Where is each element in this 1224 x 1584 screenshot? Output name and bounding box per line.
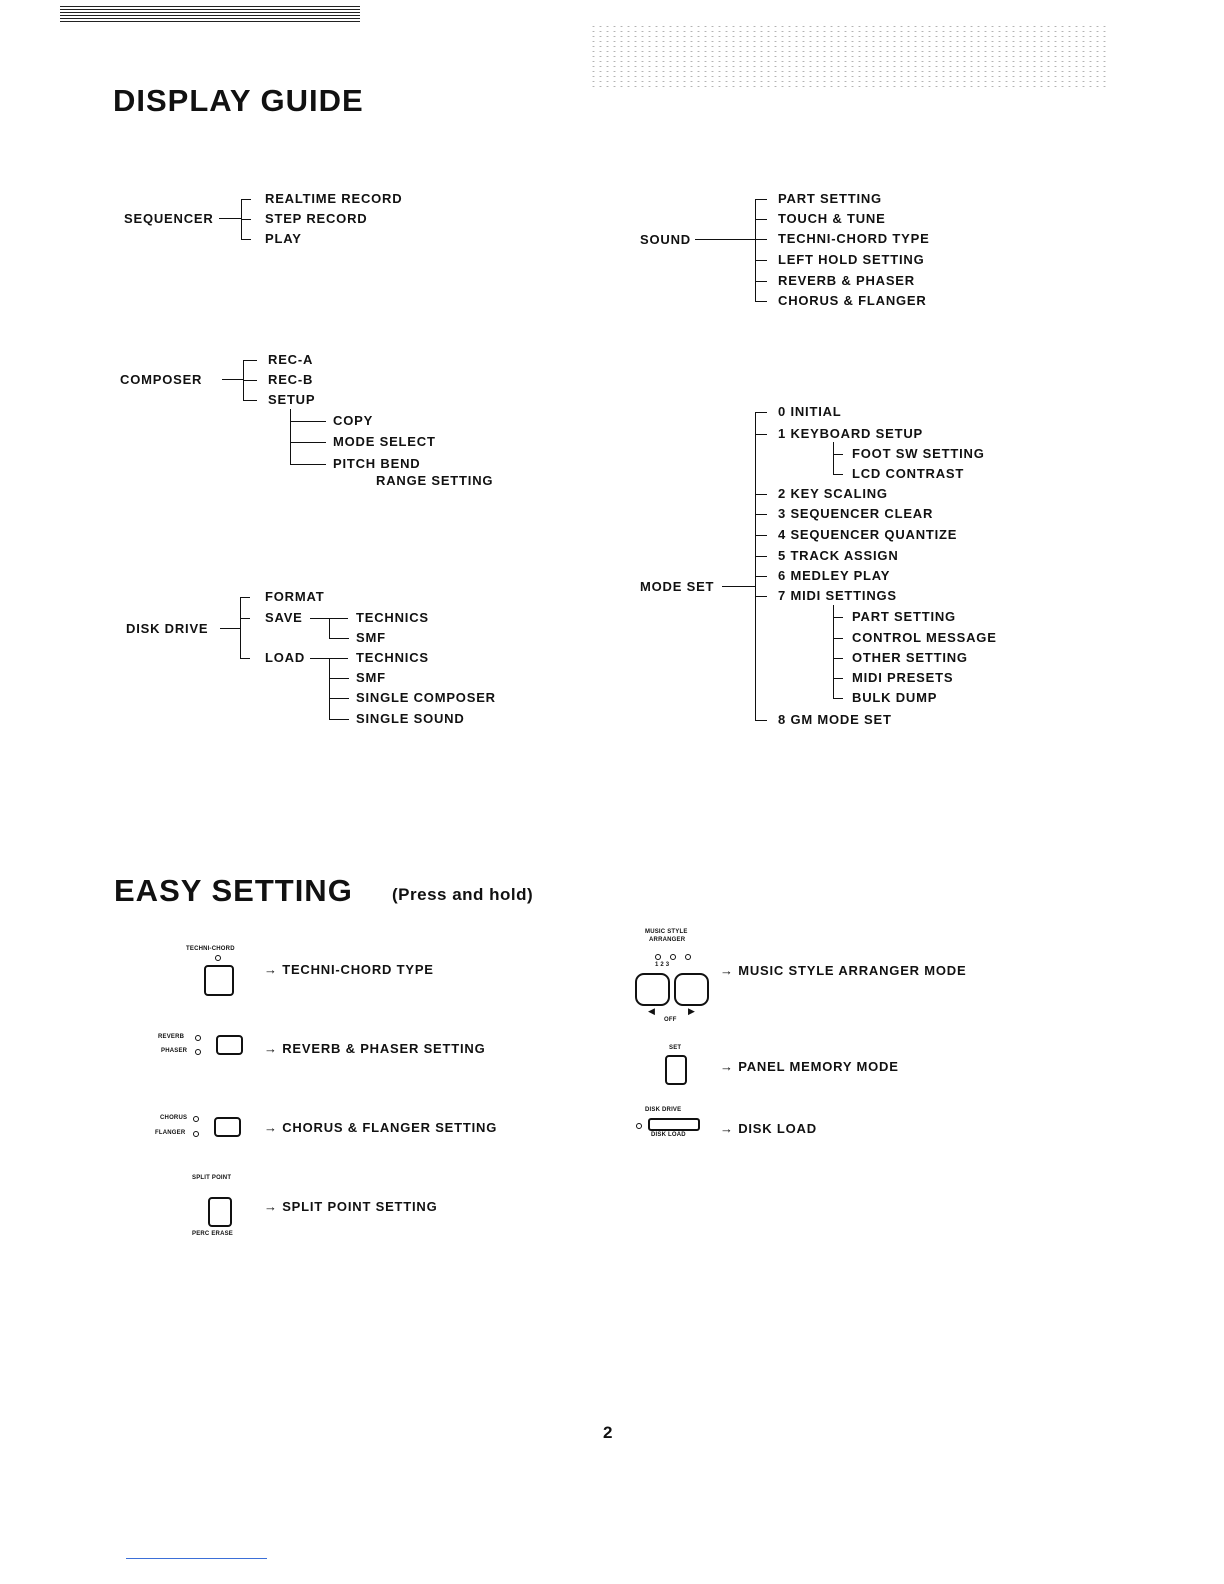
header-banner-lines <box>60 6 360 22</box>
page-number: 2 <box>603 1423 613 1442</box>
perc-erase-label: PERC ERASE <box>192 1231 234 1237</box>
flanger-led <box>193 1131 199 1137</box>
composer-connector <box>222 379 243 380</box>
composer-label: COMPOSER <box>120 372 203 387</box>
load-branch <box>329 698 349 699</box>
arranger-off-label: OFF <box>664 1017 677 1023</box>
midi-branch <box>833 658 843 659</box>
disk-load-result: → DISK LOAD <box>720 1121 817 1136</box>
arranger-led-3 <box>685 954 691 960</box>
midi-item: PART SETTING <box>852 609 956 624</box>
sound-connector <box>695 239 755 240</box>
easy-setting-subtitle: (Press and hold) <box>392 885 534 904</box>
mode-set-connector <box>722 586 756 587</box>
techni-chord-result: → TECHNI-CHORD TYPE <box>264 962 434 977</box>
save-branch <box>329 638 349 639</box>
arranger-led-2 <box>670 954 676 960</box>
easy-setting-title: EASY SETTING <box>114 873 353 908</box>
header-noise <box>590 24 1110 88</box>
chorus-panel-label: CHORUS <box>160 1115 188 1121</box>
techni-chord-led <box>215 955 221 961</box>
keyboard-setup-branch <box>833 454 843 455</box>
arranger-left-button[interactable] <box>635 973 670 1006</box>
setup-trunk <box>290 409 291 464</box>
load-branch <box>329 678 349 679</box>
reverb-phaser-button[interactable] <box>216 1035 243 1055</box>
save-trunk <box>329 618 330 638</box>
techni-chord-panel-label: TECHNI-CHORD <box>186 946 235 952</box>
midi-branch <box>833 678 843 679</box>
sound-label: SOUND <box>640 232 691 247</box>
disk-drive-connector <box>220 628 240 629</box>
keyboard-setup-branch <box>833 474 843 475</box>
mode-set-label: MODE SET <box>640 579 715 594</box>
music-style-panel-label: MUSIC STYLE <box>645 929 688 935</box>
arranger-led-numbers: 1 2 3 <box>655 962 670 968</box>
chorus-led <box>193 1116 199 1122</box>
chorus-flanger-result: → CHORUS & FLANGER SETTING <box>264 1120 498 1135</box>
sequencer-label: SEQUENCER <box>124 211 214 226</box>
disk-drive-label: DISK DRIVE <box>126 621 209 636</box>
split-point-result: → SPLIT POINT SETTING <box>264 1199 438 1214</box>
save-item: TECHNICS <box>356 610 429 625</box>
midi-branch <box>833 638 843 639</box>
keyboard-setup-item: LCD CONTRAST <box>852 466 965 481</box>
flanger-panel-label: FLANGER <box>155 1130 186 1136</box>
phaser-panel-label: PHASER <box>161 1048 188 1054</box>
display-guide-title: DISPLAY GUIDE <box>113 83 364 118</box>
arranger-panel-label: ARRANGER <box>649 937 686 943</box>
techni-chord-button[interactable] <box>204 965 234 996</box>
set-result: → PANEL MEMORY MODE <box>720 1059 899 1074</box>
keyboard-setup-item: FOOT SW SETTING <box>852 446 985 461</box>
reverb-led <box>195 1035 201 1041</box>
phaser-led <box>195 1049 201 1055</box>
disk-drive-panel-label: DISK DRIVE <box>645 1107 682 1113</box>
chorus-flanger-button[interactable] <box>214 1117 241 1137</box>
midi-item: OTHER SETTING <box>852 650 968 665</box>
set-button[interactable] <box>665 1055 687 1085</box>
midi-branch <box>833 698 843 699</box>
split-point-panel-label: SPLIT POINT <box>192 1175 232 1181</box>
load-item: TECHNICS <box>356 650 429 665</box>
mode-set-trunk <box>755 412 756 720</box>
midi-settings-trunk <box>833 605 834 698</box>
set-panel-label: SET <box>669 1045 682 1051</box>
disk-drive-button[interactable] <box>648 1118 700 1131</box>
reverb-panel-label: REVERB <box>158 1034 185 1040</box>
load-branch <box>329 719 349 720</box>
setup-item-continued: RANGE SETTING <box>376 473 494 488</box>
disk-drive-led <box>636 1123 642 1129</box>
disk-load-label: DISK LOAD <box>651 1132 686 1138</box>
midi-branch <box>833 617 843 618</box>
split-point-button[interactable] <box>208 1197 232 1227</box>
sequencer-connector <box>219 218 241 219</box>
reverb-phaser-result: → REVERB & PHASER SETTING <box>264 1041 486 1056</box>
midi-item: BULK DUMP <box>852 690 938 705</box>
keyboard-setup-trunk <box>833 442 834 474</box>
arranger-right-button[interactable] <box>674 973 709 1006</box>
arranger-result: → MUSIC STYLE ARRANGER MODE <box>720 963 967 978</box>
arrow-right-icon: ▶ <box>688 1006 695 1016</box>
midi-item: MIDI PRESETS <box>852 670 954 685</box>
disk-drive-trunk <box>240 597 241 658</box>
arranger-led-1 <box>655 954 661 960</box>
load-item: SINGLE SOUND <box>356 711 465 726</box>
load-item: SINGLE COMPOSER <box>356 690 496 705</box>
load-trunk <box>329 658 330 719</box>
footer-rule <box>126 1558 267 1559</box>
sound-trunk <box>755 199 756 301</box>
save-item: SMF <box>356 630 386 645</box>
load-item: SMF <box>356 670 386 685</box>
midi-item: CONTROL MESSAGE <box>852 630 997 645</box>
arrow-left-icon: ◀ <box>648 1006 655 1016</box>
